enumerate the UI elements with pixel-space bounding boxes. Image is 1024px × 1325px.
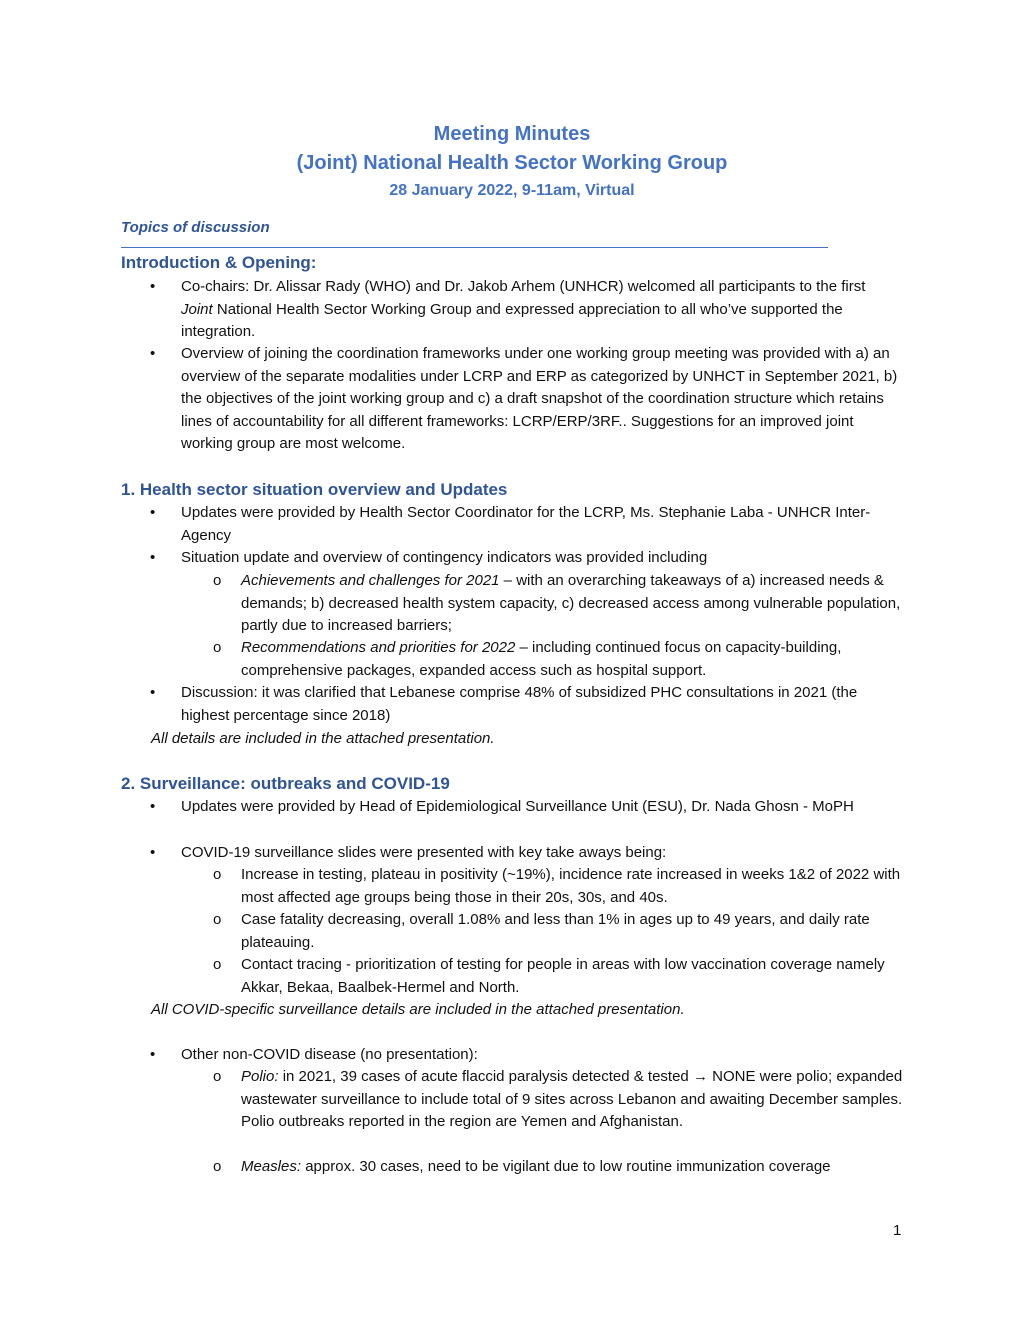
list-item: • Overview of joining the coordination frameworks under one working group meeting was provided with a) an overview of the separate modalities under LCRP and ERP as categorized by UNHCT in September 2021, b) the objectives of the joint working group and c) a draft snapshot of the coordination structure which retains lines of accountability for all different frameworks: LCRP/ERP/3RF.. Suggestions for an improved joint working group are most welcome.: [181, 343, 901, 456]
emphasis: Measles:: [241, 1158, 302, 1175]
emphasis: Achievements and challenges for 2021: [241, 572, 500, 589]
text: Co-chairs: Dr. Alissar Rady (WHO) and Dr. Jakob Arhem (UNHCR) welcomed all participants to the first: [181, 278, 866, 295]
topics-label: Topics of discussion: [121, 219, 270, 236]
document-subtitle: (Joint) National Health Sector Working Group: [296, 152, 728, 174]
text: in 2021, 39 cases of acute flaccid paralysis detected & tested → NONE were polio; expanded wastewater surveillance to include total of 9 sites across Lebanon and awaiting December samples. Polio outbreaks reported in the region are Yemen and Afghanistan.: [241, 1068, 903, 1131]
sub-list-item: o Case fatality decreasing, overall 1.08% and less than 1% in ages up to 49 years, and daily rate plateauing.: [241, 909, 903, 954]
sub-list-item: [241, 1066, 903, 1134]
text: – with an overarching takeaways of a) increased needs & demands; b) decreased health system capacity, c) decreased access among vulnerable population, partly due to increased barriers;: [241, 572, 901, 635]
sub-list-item: o Contact tracing - prioritization of testing for people in areas with low vaccination coverage namely Akkar, Bekaa, Baalbek-Hermel and North.: [241, 954, 903, 999]
sub-list-item: [241, 1156, 903, 1179]
section-heading-2: 2. Surveillance: outbreaks and COVID-19: [121, 774, 450, 793]
list-item: [181, 276, 901, 344]
section-heading-1: 1. Health sector situation overview and Updates: [121, 480, 508, 499]
list-item: • Situation update and overview of contingency indicators was provided including: [181, 547, 901, 570]
section-heading-intro: Introduction & Opening:: [121, 253, 317, 272]
text: National Health Sector Working Group and expressed appreciation to all who’ve supported the integration.: [181, 300, 843, 341]
sub-list-item: o Increase in testing, plateau in positivity (~19%), incidence rate increased in weeks 1&2 of 2022 with most affected age groups being those in their 20s, 30s, and 40s.: [241, 864, 903, 909]
list-item: • Updates were provided by Head of Epidemiological Surveillance Unit (ESU), Dr. Nada Ghosn - MoPH: [181, 796, 901, 819]
text: – including continued focus on capacity-building, comprehensive packages, expanded access such as hospital support.: [241, 639, 842, 679]
emphasis: Polio:: [241, 1068, 279, 1085]
title-block: [0, 120, 1024, 204]
page-number: 1: [893, 1222, 902, 1239]
list-item: • Other non-COVID disease (no presentation):: [181, 1044, 901, 1067]
note: All details are included in the attached presentation.: [151, 730, 495, 747]
sub-list-item: [241, 637, 903, 682]
document-title: Meeting Minutes: [433, 123, 591, 145]
divider: [121, 247, 828, 248]
meeting-date: 28 January 2022, 9-11am, Virtual: [389, 182, 635, 199]
list-item: • Discussion: it was clarified that Lebanese comprise 48% of subsidized PHC consultations in 2021 (the highest percentage since 2018): [181, 682, 901, 727]
emphasis: Joint: [181, 300, 213, 318]
text: approx. 30 cases, need to be vigilant due to low routine immunization coverage: [301, 1158, 831, 1175]
note: All COVID-specific surveillance details are included in the attached presentation.: [151, 1001, 685, 1018]
list-item: • COVID-19 surveillance slides were presented with key take aways being:: [181, 842, 901, 865]
sub-list-item: [241, 570, 903, 638]
list-item: • Updates were provided by Health Sector Coordinator for the LCRP, Ms. Stephanie Laba - UNHCR Inter-Agency: [181, 502, 901, 547]
emphasis: Recommendations and priorities for 2022: [241, 639, 516, 656]
